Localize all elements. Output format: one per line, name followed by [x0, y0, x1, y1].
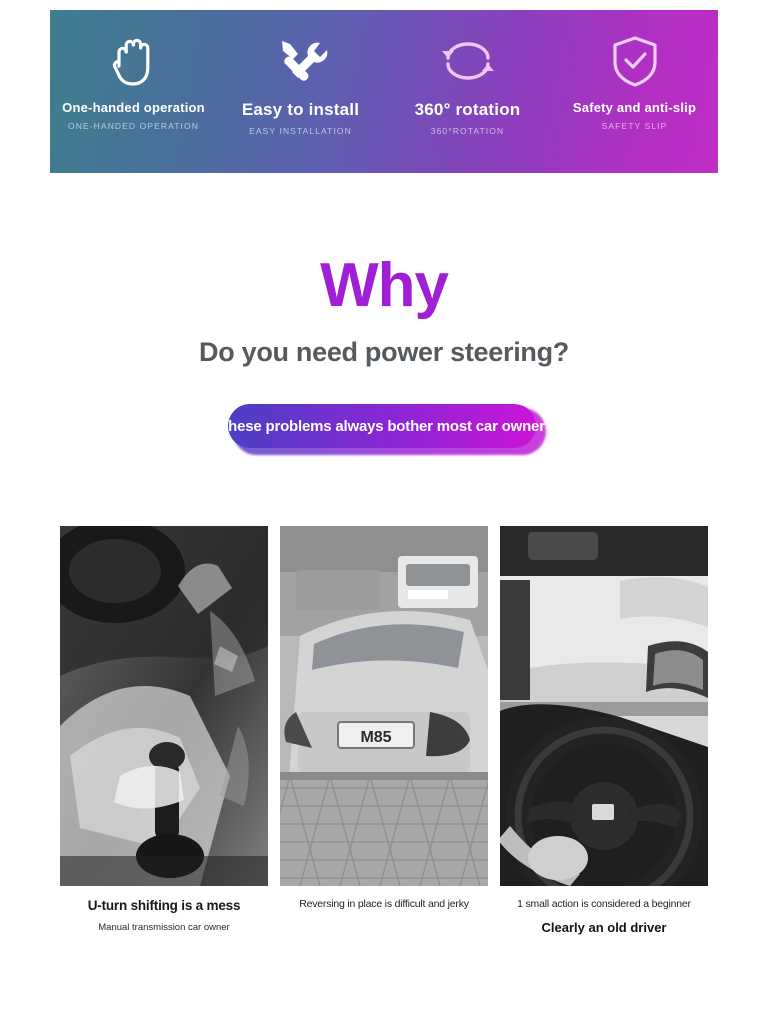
- feature-title: Easy to install: [241, 100, 360, 119]
- problem-pill-label: These problems always bother most car owner: [219, 417, 545, 435]
- feature-item-one-handed: [50, 10, 217, 173]
- caption-group-3: [500, 898, 708, 935]
- caption-sub: Clearly an old driver: [541, 920, 667, 935]
- feature-banner: [50, 10, 718, 173]
- page-title: Why: [320, 251, 448, 320]
- svg-text:M85: M85: [360, 729, 392, 746]
- caption-main: Reversing in place is difficult and jerky: [299, 898, 469, 910]
- feature-title: Safety and anti-slip: [572, 100, 697, 115]
- photo-steering-wheel: [500, 526, 708, 886]
- photo-reversing-car: [280, 526, 488, 886]
- caption-sub: Manual transmission car owner: [98, 922, 230, 933]
- feature-item-easy-install: [217, 10, 384, 173]
- feature-subtitle: SAFETY SLIP: [601, 121, 668, 131]
- feature-subtitle: ONE-HANDED OPERATION: [68, 121, 199, 131]
- feature-title: One-handed operation: [62, 100, 205, 115]
- caption-main: U-turn shifting is a mess: [87, 898, 241, 913]
- page-subtitle: Do you need power steering?: [199, 337, 569, 367]
- rotation-arrows-icon: [432, 32, 504, 90]
- feature-subtitle: EASY INSTALLATION: [249, 126, 352, 136]
- tools-icon: [270, 32, 332, 90]
- feature-title: 360° rotation: [414, 100, 521, 119]
- caption-row: [60, 898, 708, 935]
- caption-group-2: [280, 898, 488, 935]
- feature-subtitle: 360°ROTATION: [430, 126, 505, 136]
- problem-pill: [219, 404, 545, 448]
- feature-item-360-rotation: [384, 10, 551, 173]
- photo-gear-shift: [60, 526, 268, 886]
- caption-main: 1 small action is considered a beginner: [517, 898, 691, 910]
- caption-group-1: [60, 898, 268, 935]
- shield-check-icon: [606, 32, 664, 90]
- photo-row: [60, 526, 708, 886]
- why-section: [0, 251, 768, 368]
- hand-icon: [106, 32, 162, 90]
- feature-item-safety: [551, 10, 718, 173]
